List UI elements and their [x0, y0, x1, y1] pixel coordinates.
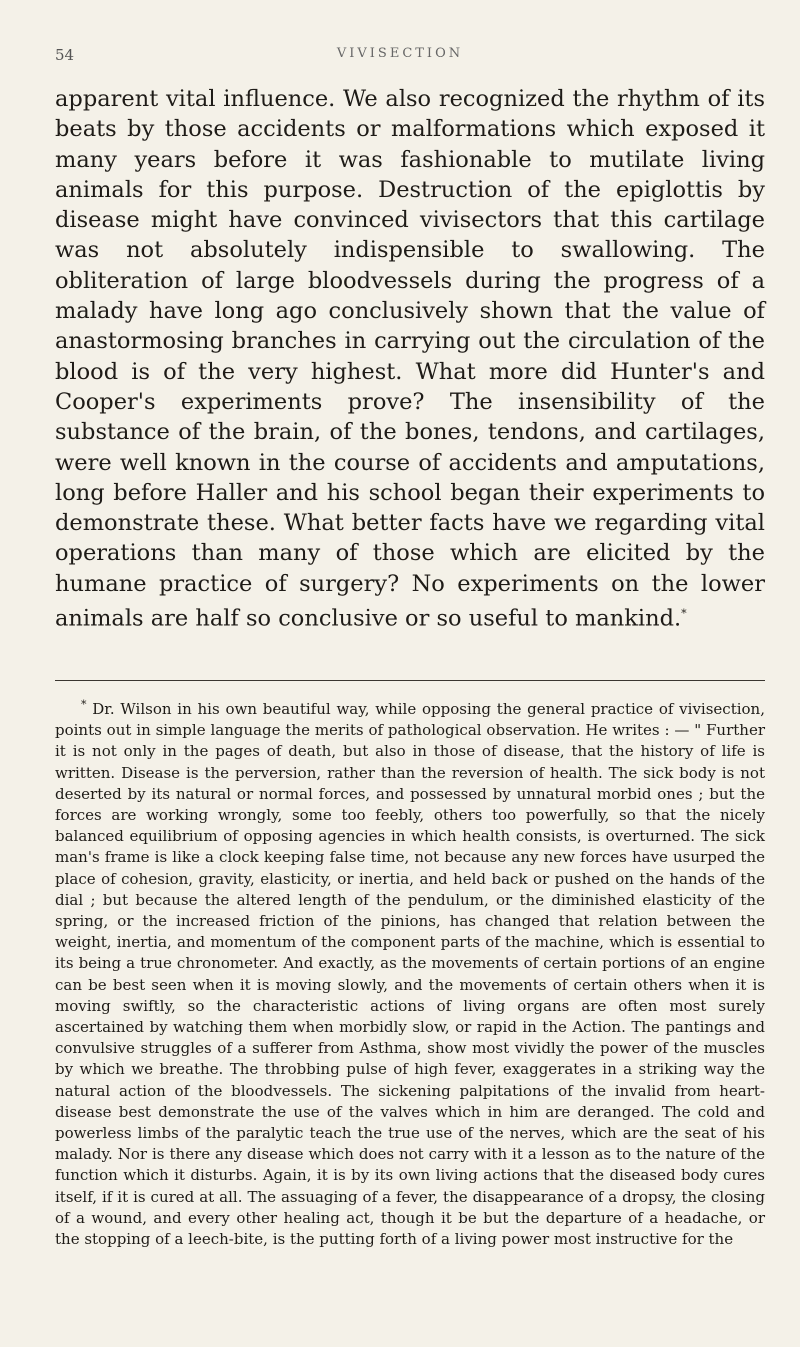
footnote — [55, 694, 765, 1250]
running-head — [55, 46, 745, 66]
footnote-divider — [55, 680, 765, 681]
footnote-text: Dr. Wilson in his own beautiful way, while opposing the general practice of vivisection, points out in simple language the merits of pathological observation. He writes : — " Further it is not only in the pages of death, but also in those of disease, that the history of life is written. Disease is the perversion, rather than the reversion of health. The sick body is not deserted by its natural or normal forces, and possessed by unnatural morbid ones ; but the forces are working wrongly, some too feebly, others too powerfully, so that the nicely balanced equilibrium of opposing agencies in which health consists, is overturned. The sick man's frame is like a clock keeping false time, not because any new forces have usurped the place of cohesion, gravity, elasticity, or inertia, and held back or pushed on the hands of the dial ; but because the altered length of the pendulum, or the diminished elasticity of the spring, or the increased friction of the pinions, has changed that relation between the weight, inertia, and momentum of the component parts of the machine, which is essential to its being a true chronometer. And exactly, as the movements of certain portions of an engine can be best seen when it is moving slowly, and the movements of certain others when it is moving swiftly, so the characteristic actions of living organs are often most surely ascertained by watching them when morbidly slow, or rapid in the Action. The pantings and convulsive struggles of a sufferer from Asthma, show most vividly the power of the muscles by which we breathe. The throbbing pulse of high fever, exaggerates in a striking way the natural action of the bloodvessels. The sickening palpitations of the invalid from heart-disease best demonstrate the use of the valves which in him are deranged. The cold and powerless limbs of the paralytic teach the true use of the nerves, which are the seat of his malady. Nor is there any disease which does not carry with it a lesson as to the nature of the function which it disturbs. Again, it is by its own living actions that the diseased body cures itself, if it is cured at all. The assuaging of a fever, the disappearance of a dropsy, the closing of a wound, and every other healing act, though it be but the departure of a headache, or the stopping of a leech-bite, is the putting forth of a living power most instructive for the — [55, 700, 765, 1249]
footnote-reference: * — [681, 607, 687, 621]
page-number: 54 — [55, 46, 75, 64]
footnote-marker: * — [81, 698, 87, 711]
running-title: VIVISECTION — [336, 46, 464, 61]
main-paragraph-text: apparent vital influence. We also recognized the rhythm of its beats by those accidents or malformations which exposed it many years before it was fashionable to mutilate living animals for this purpose. Destruction of the epiglottis by disease might have convinced vivisectors that this cartilage was not absolutely indispensible to swallowing. The obliteration of large bloodvessels during the progress of a malady have long ago conclusively shown that the value of anastormosing branches in carrying out the circulation of the blood is of the very highest. What more did Hunter's and Cooper's experiments prove? The insensibility of the substance of the brain, of the bones, tendons, and cartilages, were well known in the course of accidents and amputations, long before Haller and his school began their experiments to demonstrate these. What better facts have we regarding vital operations than many of those which are elicited by the humane practice of surgery? No experiments on the lower animals are half so conclusive or so useful to mankind. — [55, 86, 765, 632]
main-paragraph — [55, 84, 765, 634]
